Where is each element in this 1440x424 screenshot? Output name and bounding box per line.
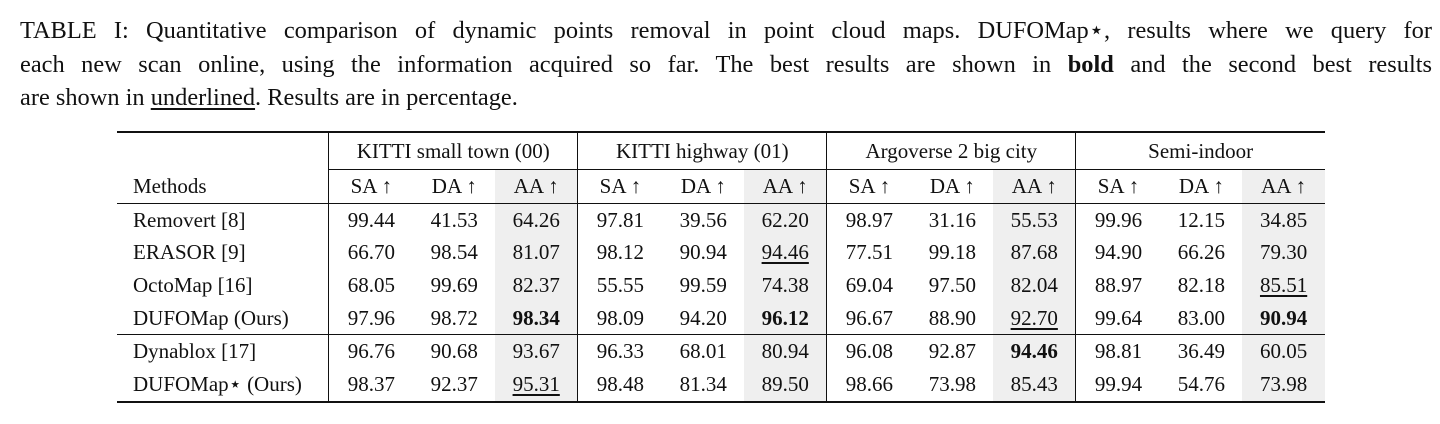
value-cell: 98.54: [430, 240, 478, 265]
value-cell: 96.67: [827, 302, 912, 335]
value-cell: 90.94: [679, 240, 727, 265]
value-cell: 99.69: [430, 272, 478, 297]
value-cell: 94.46: [993, 335, 1076, 368]
value-cell: 88.90: [928, 305, 976, 330]
metric-header-sa: SA ↑: [329, 170, 414, 204]
method-name-cell: ERASOR [9]: [133, 240, 246, 265]
group-header-kitti-highway: KITTI highway (01): [578, 132, 827, 170]
value-cell: 96.76: [329, 335, 414, 368]
value-cell: 92.37: [413, 368, 495, 402]
caption-bold-word: bold: [1067, 50, 1114, 78]
value-cell: 98.48: [578, 368, 663, 402]
value-cell: 94.46: [744, 237, 827, 270]
value-cell: 85.43: [993, 368, 1076, 402]
value-cell: 96.33: [578, 335, 663, 368]
value-cell: 93.67: [495, 335, 578, 368]
metric-header-sa: SA ↑: [827, 170, 912, 204]
value-cell: 95.31: [495, 368, 578, 402]
value-cell: 83.00: [1177, 305, 1225, 330]
value-cell: 90.94: [1242, 302, 1325, 335]
table-caption: [20, 14, 1432, 115]
value-cell: 99.18: [928, 240, 976, 265]
value-cell: 99.44: [329, 204, 414, 237]
method-name-cell: OctoMap [16]: [133, 272, 253, 297]
value-cell: 92.87: [912, 335, 994, 368]
value-cell: 36.49: [1161, 335, 1243, 368]
method-name-cell: DUFOMap⋆ (Ours): [117, 368, 329, 402]
value-cell: 41.53: [430, 207, 478, 232]
caption-text: are shown in: [20, 84, 151, 111]
value-cell: 39.56: [679, 207, 727, 232]
value-cell: 98.12: [578, 237, 663, 270]
metric-header-row: [117, 170, 1325, 204]
empty-header-cell: [117, 132, 329, 170]
value-cell: 90.68: [413, 335, 495, 368]
group-header-kitti-small-town: KITTI small town (00): [329, 132, 578, 170]
value-cell: 77.51: [827, 237, 912, 270]
value-cell: 12.15: [1177, 207, 1225, 232]
table-row: [117, 237, 1325, 270]
metric-header-aa: AA ↑: [1242, 170, 1325, 204]
group-header-semi-indoor: Semi-indoor: [1076, 132, 1325, 170]
value-cell: 60.05: [1242, 335, 1325, 368]
value-cell: 80.94: [744, 335, 827, 368]
metric-header-da: DA ↑: [413, 170, 495, 204]
value-cell: 73.98: [912, 368, 994, 402]
metric-header-da: DA ↑: [912, 170, 994, 204]
value-cell: 82.04: [993, 269, 1076, 302]
value-cell: 99.59: [679, 272, 727, 297]
value-cell: 98.09: [578, 302, 663, 335]
value-cell: 99.94: [1076, 368, 1161, 402]
group-header-row: [117, 132, 1325, 170]
value-cell: 79.30: [1242, 237, 1325, 270]
value-cell: 55.53: [993, 204, 1076, 237]
value-cell: 66.26: [1177, 240, 1225, 265]
caption-line-1: TABLE I: Quantitative comparison of dynamic points removal in point cloud maps. DUFOMap⋆, results where we query for: [20, 17, 1432, 44]
value-cell: 82.37: [495, 269, 578, 302]
value-cell: 97.81: [578, 204, 663, 237]
value-cell: 82.18: [1177, 272, 1225, 297]
value-cell: 99.96: [1076, 204, 1161, 237]
value-cell: 54.76: [1161, 368, 1243, 402]
value-cell: 98.97: [827, 204, 912, 237]
value-cell: 85.51: [1242, 269, 1325, 302]
method-name-cell: Dynablox [17]: [117, 335, 329, 368]
metric-header-aa: AA ↑: [993, 170, 1076, 204]
value-cell: 94.90: [1076, 237, 1161, 270]
caption-text: . Results are in percentage.: [255, 84, 518, 111]
value-cell: 74.38: [744, 269, 827, 302]
metric-header-aa: AA ↑: [744, 170, 827, 204]
value-cell: 97.96: [329, 302, 414, 335]
value-cell: 62.20: [744, 204, 827, 237]
table-row: [117, 335, 1325, 368]
metric-header-sa: SA ↑: [578, 170, 663, 204]
value-cell: 64.26: [495, 204, 578, 237]
value-cell: 55.55: [578, 269, 663, 302]
value-cell: 88.97: [1076, 269, 1161, 302]
value-cell: 98.66: [827, 368, 912, 402]
caption-line-2: [20, 48, 1432, 82]
value-cell: 69.04: [827, 269, 912, 302]
value-cell: 98.81: [1076, 335, 1161, 368]
value-cell: 89.50: [744, 368, 827, 402]
value-cell: 92.70: [993, 302, 1076, 335]
table-row: [117, 269, 1325, 302]
methods-header: Methods: [117, 170, 329, 204]
value-cell: 81.34: [662, 368, 744, 402]
value-cell: 68.05: [329, 269, 414, 302]
table-row: [117, 302, 1325, 335]
value-cell: 97.50: [928, 272, 976, 297]
metric-header-da: DA ↑: [662, 170, 744, 204]
group-header-argoverse: Argoverse 2 big city: [827, 132, 1076, 170]
value-cell: 96.12: [744, 302, 827, 335]
value-cell: 66.70: [329, 237, 414, 270]
value-cell: 73.98: [1242, 368, 1325, 402]
value-cell: 99.64: [1076, 302, 1161, 335]
table-row: [117, 368, 1325, 402]
value-cell: 98.34: [495, 302, 578, 335]
caption-text: and the second best results: [1113, 50, 1432, 78]
value-cell: 81.07: [495, 237, 578, 270]
caption-text: each new scan online, using the information acquired so far. The best results are shown in: [20, 50, 1068, 78]
value-cell: 98.37: [329, 368, 414, 402]
value-cell: 98.72: [430, 305, 478, 330]
table-row: [117, 204, 1325, 237]
caption-underlined-word: underlined: [150, 84, 256, 111]
metric-header-aa: AA ↑: [495, 170, 578, 204]
method-name-cell: DUFOMap (Ours): [133, 305, 289, 330]
value-cell: 31.16: [928, 207, 976, 232]
caption-line-3: [20, 81, 1432, 115]
value-cell: 96.08: [827, 335, 912, 368]
method-name-cell: Removert [8]: [133, 207, 246, 232]
value-cell: 34.85: [1242, 204, 1325, 237]
results-table: [117, 131, 1325, 403]
metric-header-da: DA ↑: [1161, 170, 1243, 204]
value-cell: 94.20: [679, 305, 727, 330]
value-cell: 87.68: [993, 237, 1076, 270]
metric-header-sa: SA ↑: [1076, 170, 1161, 204]
value-cell: 68.01: [662, 335, 744, 368]
